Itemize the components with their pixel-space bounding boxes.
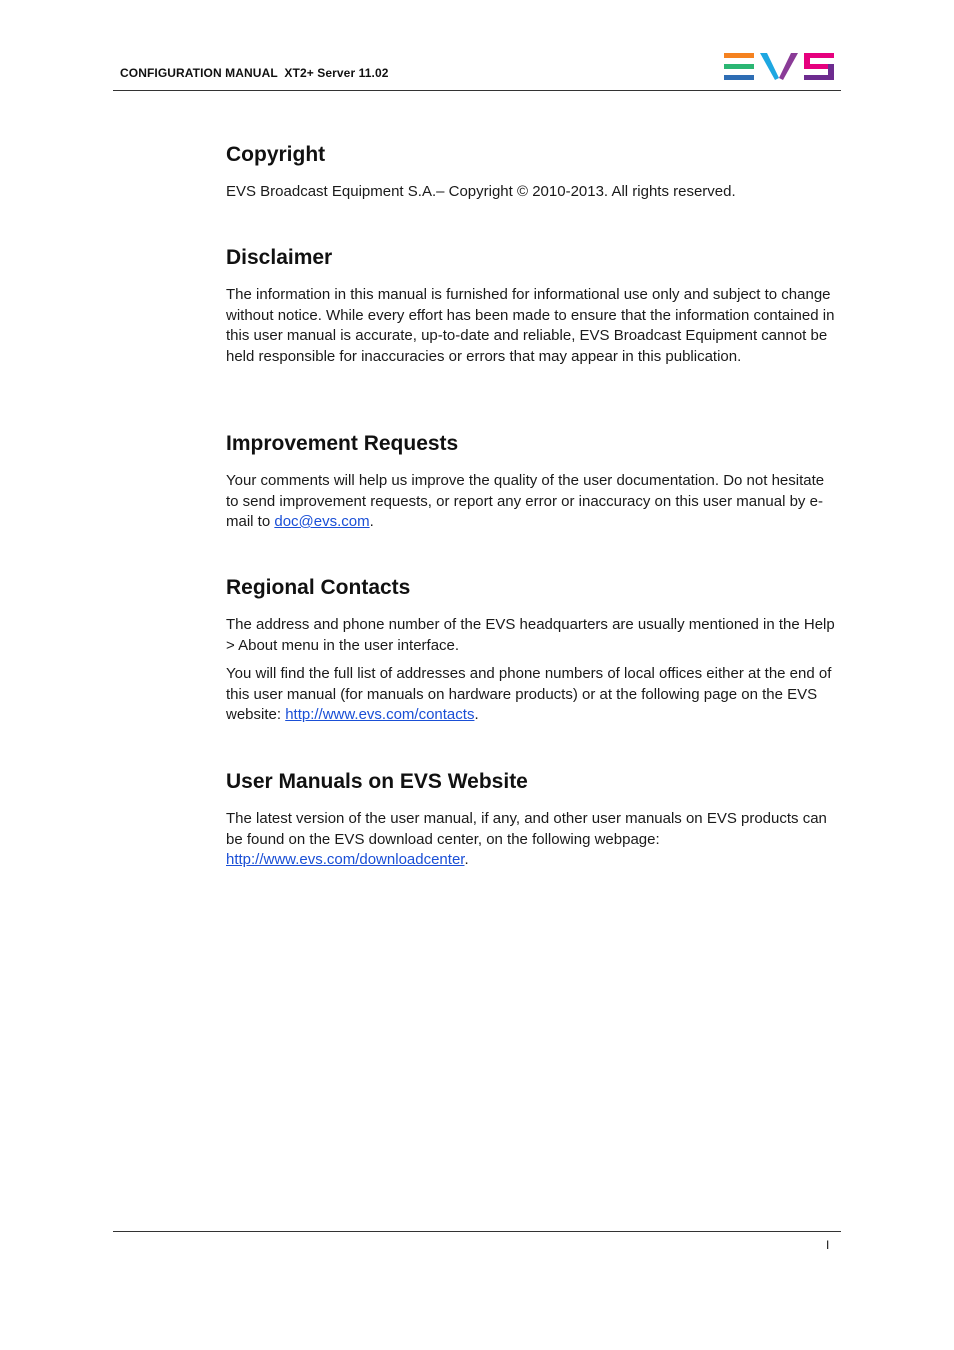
section-heading: Copyright <box>226 143 326 166</box>
section-body: EVS Broadcast Equipment S.A.– Copyright © 2010-2013. All rights reserved. <box>226 183 736 200</box>
body-text: . <box>464 851 469 868</box>
section-copyright <box>226 140 836 203</box>
section-heading: Regional Contacts <box>226 576 411 599</box>
body-text: . <box>369 513 374 530</box>
section-heading: Disclaimer <box>226 246 333 269</box>
section-regional-contacts <box>226 573 836 726</box>
section-heading: User Manuals on EVS Website <box>226 770 528 793</box>
section-improvement-requests <box>226 429 836 533</box>
body-text: The latest version of the user manual, if any, and other user manuals on EVS products can be found on the EVS download center, on the following webpage: <box>226 810 827 848</box>
section-user-manuals <box>226 767 836 871</box>
body-text: Your comments will help us improve the quality of the user documentation. Do not hesitate to send improvement requests, or report any error or inaccuracy on this user manual by e-mail to <box>226 472 825 530</box>
page-number: I <box>826 1238 830 1252</box>
evs-logo-icon <box>724 52 836 82</box>
section-body <box>226 471 836 533</box>
section-body <box>226 664 836 726</box>
body-text: . <box>474 706 479 723</box>
downloadcenter-link[interactable]: http://www.evs.com/downloadcenter <box>226 851 465 868</box>
email-link[interactable]: doc@evs.com <box>274 513 370 530</box>
body-text: You will find the full list of addresses and phone numbers of local offices either at the end of this user manual (for manuals on hardware products) or at the following page on the EVS website: <box>226 665 832 723</box>
footer-divider <box>113 1231 841 1232</box>
contacts-link[interactable]: http://www.evs.com/contacts <box>285 706 475 723</box>
header-title: CONFIGURATION MANUAL XT2+ Server 11.02 <box>120 66 389 80</box>
section-disclaimer <box>226 243 836 367</box>
section-body: The address and phone number of the EVS headquarters are usually mentioned in the Help > About menu in the user interface. <box>226 616 835 654</box>
section-body: The information in this manual is furnished for informational use only and subject to change without notice. While every effort has been made to ensure that the information contained in this user manual is accurate, up-to-date and reliable, EVS Broadcast Equipment cannot be held responsible for inaccuracies or errors that may appear in this publication. <box>226 286 835 365</box>
section-heading: Improvement Requests <box>226 432 459 455</box>
section-body <box>226 809 836 871</box>
header-divider <box>113 90 841 91</box>
